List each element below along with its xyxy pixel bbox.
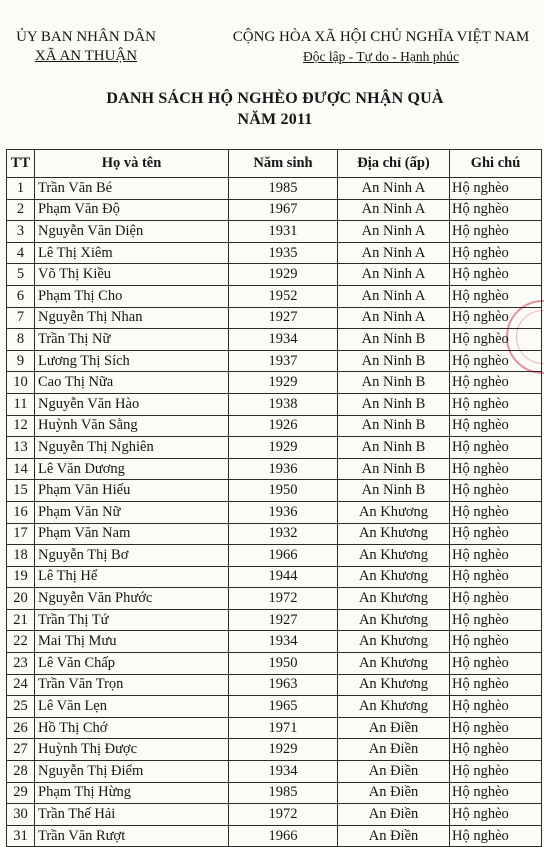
row-index: 23 [7,653,35,675]
table-row [7,631,542,653]
person-name: Huỳnh Thị Được [35,739,229,761]
table-row [7,480,542,502]
table-row [7,199,542,221]
hamlet-address: An Ninh B [338,437,450,459]
note: Hộ nghèo [450,264,542,286]
birth-year: 1952 [229,285,338,307]
person-name: Võ Thị Kiều [35,264,229,286]
note: Hộ nghèo [450,717,542,739]
note: Hộ nghèo [450,393,542,415]
title-line-1: DANH SÁCH HỘ NGHÈO ĐƯỢC NHẬN QUÀ [106,90,444,107]
person-name: Trần Văn Bé [35,178,229,200]
row-index: 22 [7,631,35,653]
note: Hộ nghèo [450,588,542,610]
person-name: Phạm Văn Nữ [35,501,229,523]
hamlet-address: An Ninh A [338,221,450,243]
person-name: Huỳnh Văn Sằng [35,415,229,437]
table-row [7,545,542,567]
table-row [7,415,542,437]
hamlet-address: An Điền [338,717,450,739]
table-row [7,674,542,696]
row-index: 15 [7,480,35,502]
person-name: Nguyễn Văn Hào [35,393,229,415]
row-index: 8 [7,329,35,351]
table-row [7,696,542,718]
document-title [60,88,490,130]
row-index: 28 [7,761,35,783]
birth-year: 1926 [229,415,338,437]
hamlet-address: An Khương [338,545,450,567]
note: Hộ nghèo [450,437,542,459]
note: Hộ nghèo [450,458,542,480]
person-name: Nguyễn Văn Phước [35,588,229,610]
hamlet-address: An Khương [338,523,450,545]
person-name: Lê Văn Dương [35,458,229,480]
row-index: 30 [7,804,35,826]
row-index: 12 [7,415,35,437]
hamlet-address: An Ninh B [338,480,450,502]
hamlet-address: An Khương [338,631,450,653]
birth-year: 1935 [229,242,338,264]
hamlet-address: An Khương [338,653,450,675]
hamlet-address: An Điền [338,804,450,826]
person-name: Trần Văn Trọn [35,674,229,696]
hamlet-address: An Ninh B [338,350,450,372]
table-row [7,653,542,675]
note: Hộ nghèo [450,350,542,372]
col-header-name: Họ và tên [35,150,229,178]
table-row [7,609,542,631]
table-header-row [7,150,542,178]
note: Hộ nghèo [450,523,542,545]
col-header-address: Địa chỉ (ấp) [338,150,450,178]
note: Hộ nghèo [450,307,542,329]
hamlet-address: An Ninh A [338,199,450,221]
row-index: 5 [7,264,35,286]
birth-year: 1929 [229,264,338,286]
person-name: Nguyễn Thị Điểm [35,761,229,783]
person-name: Lê Văn Lẹn [35,696,229,718]
table-row [7,329,542,351]
person-name: Trần Văn Rượt [35,825,229,847]
birth-year: 1985 [229,178,338,200]
note: Hộ nghèo [450,782,542,804]
birth-year: 1944 [229,566,338,588]
row-index: 10 [7,372,35,394]
birth-year: 1929 [229,739,338,761]
row-index: 7 [7,307,35,329]
person-name: Phạm Văn Độ [35,199,229,221]
birth-year: 1927 [229,609,338,631]
note: Hộ nghèo [450,804,542,826]
person-name: Nguyễn Văn Diện [35,221,229,243]
birth-year: 1927 [229,307,338,329]
birth-year: 1936 [229,501,338,523]
birth-year: 1963 [229,674,338,696]
note: Hộ nghèo [450,221,542,243]
birth-year: 1966 [229,825,338,847]
hamlet-address: An Ninh B [338,372,450,394]
person-name: Lê Văn Chấp [35,653,229,675]
row-index: 17 [7,523,35,545]
note: Hộ nghèo [450,545,542,567]
row-index: 18 [7,545,35,567]
row-index: 21 [7,609,35,631]
person-name: Nguyễn Thị Bơ [35,545,229,567]
birth-year: 1967 [229,199,338,221]
col-header-index: TT [7,150,35,178]
row-index: 26 [7,717,35,739]
table-row [7,566,542,588]
person-name: Mai Thị Mưu [35,631,229,653]
person-name: Phạm Thị Hừng [35,782,229,804]
birth-year: 1934 [229,761,338,783]
table-row [7,825,542,847]
note: Hộ nghèo [450,825,542,847]
agency-name: ỦY BAN NHÂN DÂN [16,29,156,45]
note: Hộ nghèo [450,285,542,307]
birth-year: 1936 [229,458,338,480]
row-index: 19 [7,566,35,588]
person-name: Lương Thị Sích [35,350,229,372]
hamlet-address: An Khương [338,609,450,631]
person-name: Nguyễn Thị Nhan [35,307,229,329]
birth-year: 1950 [229,480,338,502]
title-line-2: NĂM 2011 [237,111,313,128]
note: Hộ nghèo [450,609,542,631]
table-row [7,761,542,783]
table-row [7,437,542,459]
hamlet-address: An Khương [338,588,450,610]
table-row [7,285,542,307]
birth-year: 1934 [229,329,338,351]
row-index: 27 [7,739,35,761]
birth-year: 1971 [229,717,338,739]
table-row [7,739,542,761]
hamlet-address: An Điền [338,782,450,804]
row-index: 11 [7,393,35,415]
row-index: 31 [7,825,35,847]
birth-year: 1931 [229,221,338,243]
birth-year: 1966 [229,545,338,567]
person-name: Cao Thị Nữa [35,372,229,394]
hamlet-address: An Khương [338,566,450,588]
hamlet-address: An Ninh B [338,458,450,480]
hamlet-address: An Ninh B [338,415,450,437]
note: Hộ nghèo [450,631,542,653]
note: Hộ nghèo [450,696,542,718]
note: Hộ nghèo [450,329,542,351]
row-index: 14 [7,458,35,480]
birth-year: 1972 [229,588,338,610]
hamlet-address: An Ninh A [338,307,450,329]
birth-year: 1932 [229,523,338,545]
hamlet-address: An Điền [338,739,450,761]
table-row [7,372,542,394]
hamlet-address: An Khương [338,674,450,696]
beneficiary-table [6,149,542,847]
commune-name: XÃ AN THUẬN [34,48,138,64]
hamlet-address: An Ninh A [338,264,450,286]
person-name: Phạm Văn Nam [35,523,229,545]
row-index: 25 [7,696,35,718]
person-name: Hồ Thị Chớ [35,717,229,739]
hamlet-address: An Ninh B [338,393,450,415]
table-row [7,717,542,739]
hamlet-address: An Ninh A [338,242,450,264]
row-index: 3 [7,221,35,243]
row-index: 9 [7,350,35,372]
row-index: 20 [7,588,35,610]
row-index: 29 [7,782,35,804]
row-index: 13 [7,437,35,459]
note: Hộ nghèo [450,566,542,588]
table-row [7,782,542,804]
note: Hộ nghèo [450,739,542,761]
table-row [7,458,542,480]
note: Hộ nghèo [450,480,542,502]
person-name: Trần Thị Nữ [35,329,229,351]
person-name: Phạm Thị Cho [35,285,229,307]
birth-year: 1985 [229,782,338,804]
birth-year: 1950 [229,653,338,675]
birth-year: 1938 [229,393,338,415]
hamlet-address: An Điền [338,761,450,783]
note: Hộ nghèo [450,415,542,437]
table-row [7,501,542,523]
note: Hộ nghèo [450,372,542,394]
birth-year: 1929 [229,437,338,459]
row-index: 1 [7,178,35,200]
table-row [7,264,542,286]
birth-year: 1934 [229,631,338,653]
note: Hộ nghèo [450,761,542,783]
person-name: Phạm Văn Hiếu [35,480,229,502]
nation-motto: Độc lập - Tự do - Hạnh phúc [303,49,459,64]
note: Hộ nghèo [450,178,542,200]
table-row [7,221,542,243]
table-body [7,178,542,847]
table-row [7,178,542,200]
hamlet-address: An Ninh A [338,285,450,307]
birth-year: 1937 [229,350,338,372]
table-row [7,307,542,329]
birth-year: 1929 [229,372,338,394]
person-name: Trần Thế Hải [35,804,229,826]
note: Hộ nghèo [450,242,542,264]
hamlet-address: An Điền [338,825,450,847]
note: Hộ nghèo [450,653,542,675]
table-row [7,588,542,610]
table-row [7,393,542,415]
table-row [7,804,542,826]
note: Hộ nghèo [450,501,542,523]
col-header-note: Ghi chú [450,150,542,178]
person-name: Lê Thị Xiêm [35,242,229,264]
person-name: Lê Thị Hể [35,566,229,588]
birth-year: 1965 [229,696,338,718]
row-index: 16 [7,501,35,523]
hamlet-address: An Khương [338,696,450,718]
note: Hộ nghèo [450,199,542,221]
note: Hộ nghèo [450,674,542,696]
row-index: 2 [7,199,35,221]
hamlet-address: An Ninh A [338,178,450,200]
person-name: Nguyễn Thị Nghiên [35,437,229,459]
table-row [7,242,542,264]
table-row [7,523,542,545]
col-header-birth-year: Năm sinh [229,150,338,178]
row-index: 6 [7,285,35,307]
table-row [7,350,542,372]
hamlet-address: An Ninh B [338,329,450,351]
person-name: Trần Thị Tứ [35,609,229,631]
row-index: 4 [7,242,35,264]
row-index: 24 [7,674,35,696]
nation-name: CỘNG HÒA XÃ HỘI CHỦ NGHĨA VIỆT NAM [232,29,530,45]
birth-year: 1972 [229,804,338,826]
hamlet-address: An Khương [338,501,450,523]
